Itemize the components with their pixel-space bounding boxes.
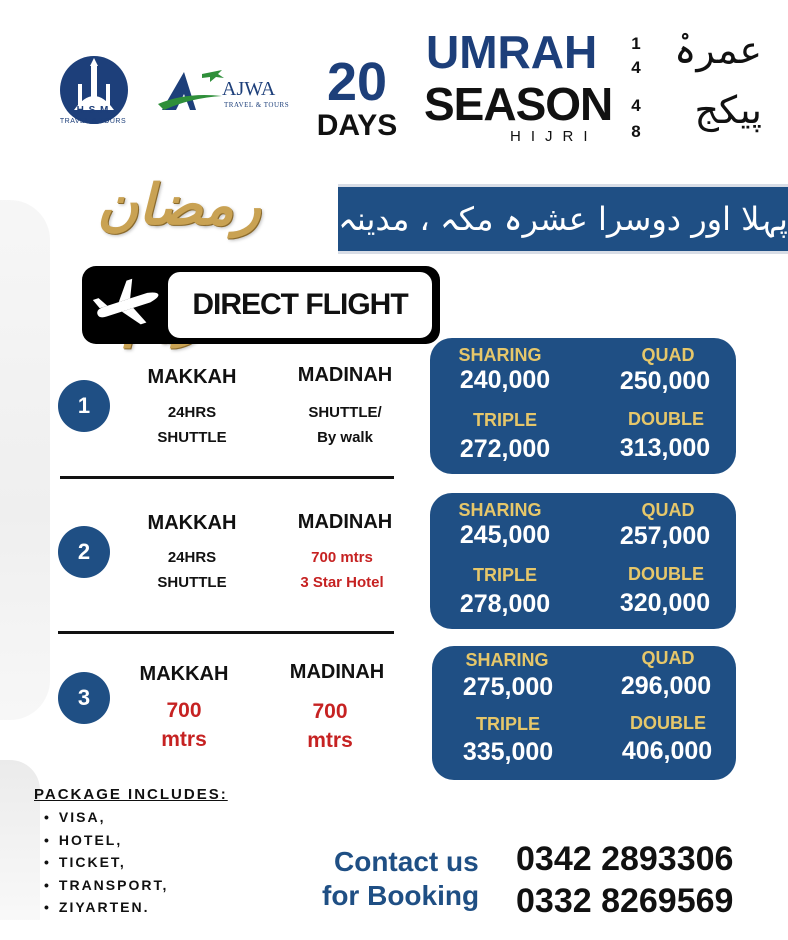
section-divider (60, 476, 394, 479)
price-value-sharing: 240,000 (459, 366, 551, 394)
phone-number[interactable]: 0332 8269569 (516, 882, 734, 920)
phone-number[interactable]: 0342 2893306 (516, 840, 734, 878)
urdu-banner: پہلا اور دوسرا عشرہ مکہ ، مدینہ میں (338, 184, 788, 254)
price-value-sharing: 275,000 (462, 673, 554, 701)
list-item: • ZIYARTEN. (44, 896, 168, 919)
makkah-detail-line2: SHUTTLE (157, 574, 227, 591)
year-digit: 4 (631, 58, 641, 77)
price-value-triple: 272,000 (459, 435, 551, 463)
package-number: 1 (58, 380, 110, 432)
madinah-detail-line2: By walk (317, 429, 373, 446)
package-number: 2 (58, 526, 110, 578)
price-label-sharing: SHARING (458, 345, 542, 365)
madinah-detail-line2: mtrs (307, 729, 353, 752)
price-label-triple: TRIPLE (472, 410, 537, 430)
package-includes-list (44, 806, 168, 919)
package-includes-title: PACKAGE INCLUDES: (34, 786, 228, 803)
price-value-quad: 296,000 (620, 672, 712, 700)
ajwa-logo-subtitle: TRAVEL & TOURS (224, 101, 290, 109)
makkah-detail-line1: 24HRS (167, 549, 217, 566)
urdu-package-title: پیکج (694, 88, 762, 132)
ajwa-logo-name: AJWA (222, 78, 276, 100)
direct-flight-label: DIRECT FLIGHT (192, 288, 408, 321)
list-item: • TRANSPORT, (44, 874, 168, 897)
airplane-icon (90, 278, 162, 332)
price-label-triple: TRIPLE (475, 714, 540, 734)
price-label-quad: QUAD (641, 648, 695, 668)
season-title: SEASON (424, 78, 613, 130)
madinah-detail-line1: 700 (312, 700, 348, 723)
list-item: • TICKET, (44, 851, 168, 874)
price-value-triple: 278,000 (459, 590, 551, 618)
makkah-heading: MAKKAH (139, 663, 229, 685)
year-digit: 8 (631, 122, 641, 141)
price-value-sharing: 245,000 (459, 521, 551, 549)
price-value-double: 320,000 (619, 589, 711, 617)
price-value-quad: 250,000 (619, 367, 711, 395)
urdu-umrah-title: عمرہْ (674, 28, 762, 72)
list-item: • VISA, (44, 806, 168, 829)
airplane-swoosh-icon (156, 64, 226, 116)
makkah-detail-line2: SHUTTLE (157, 429, 227, 446)
price-value-triple: 335,000 (462, 738, 554, 766)
year-digit: 1 (631, 34, 641, 53)
umrah-title: UMRAH (426, 26, 598, 78)
makkah-detail-line1: 24HRS (167, 404, 217, 421)
madinah-heading: MADINAH (297, 511, 393, 533)
madinah-detail-line1: 700 mtrs (311, 549, 373, 566)
section-divider (58, 631, 394, 634)
price-label-sharing: SHARING (465, 650, 549, 670)
price-label-sharing: SHARING (458, 500, 542, 520)
price-value-double: 313,000 (619, 434, 711, 462)
madinah-heading: MADINAH (297, 364, 393, 386)
price-value-quad: 257,000 (619, 522, 711, 550)
year-digit: 4 (631, 96, 641, 115)
days-label: DAYS (316, 109, 398, 142)
background-pattern-bottom (0, 760, 40, 920)
makkah-detail-line2: mtrs (161, 728, 207, 751)
price-label-double: DOUBLE (630, 713, 706, 733)
price-value-double: 406,000 (621, 737, 713, 765)
madinah-detail-line2: 3 Star Hotel (300, 574, 384, 591)
package-number: 3 (58, 672, 110, 724)
hsm-logo-subtitle: TRAVEL & TOURS (59, 118, 127, 125)
madinah-heading: MADINAH (289, 661, 385, 683)
days-number: 20 (326, 52, 388, 112)
background-pattern-left (0, 200, 50, 720)
price-label-quad: QUAD (641, 345, 695, 365)
makkah-heading: MAKKAH (147, 512, 237, 534)
madinah-detail-line1: SHUTTLE/ (308, 404, 382, 421)
price-label-quad: QUAD (641, 500, 695, 520)
booking-label: for Booking (322, 880, 480, 911)
ramadan-kareem-calligraphy: رمضان (97, 172, 261, 238)
makkah-detail-line1: 700 (166, 699, 202, 722)
price-label-triple: TRIPLE (472, 565, 537, 585)
contact-label: Contact us (334, 846, 479, 877)
price-label-double: DOUBLE (628, 409, 704, 429)
price-label-double: DOUBLE (628, 564, 704, 584)
hijri-label: HIJRI (510, 128, 598, 145)
list-item: • HOTEL, (44, 829, 168, 852)
hsm-logo-name: H.S.M (76, 105, 110, 116)
makkah-heading: MAKKAH (147, 366, 237, 388)
